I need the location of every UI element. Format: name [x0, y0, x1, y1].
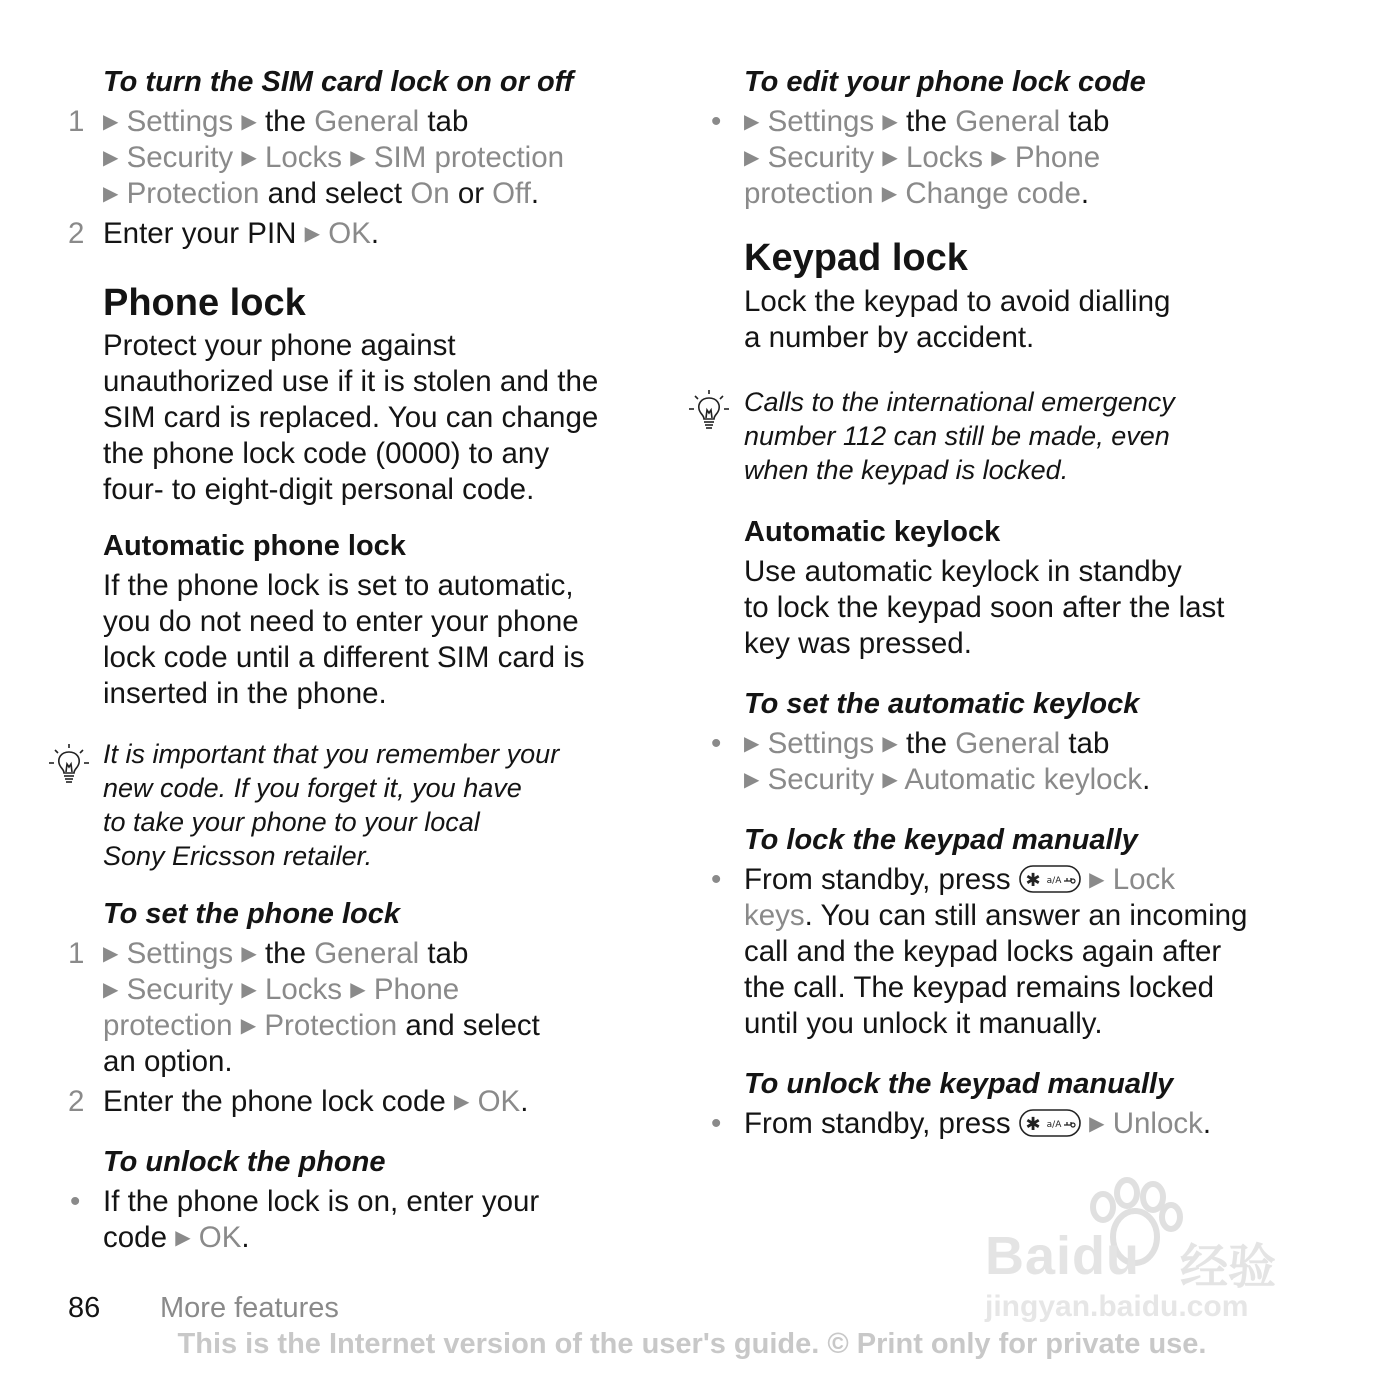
arrow-icon: ▶ — [241, 111, 257, 133]
arrow-icon: ▶ — [175, 1227, 191, 1249]
unlock-phone-title: To unlock the phone — [103, 1146, 386, 1178]
arrow-icon: ▶ — [744, 733, 760, 755]
tip-line: new code. If you forget it, you have — [103, 773, 522, 803]
svg-text:✱: ✱ — [1025, 1114, 1041, 1136]
menu-change-code: Change code — [905, 177, 1081, 210]
paragraph-line: you do not need to enter your phone — [103, 605, 579, 638]
arrow-icon: ▶ — [882, 147, 898, 169]
set-auto-keylock-line1: ▶ Settings ▶ the General tab — [744, 727, 1110, 760]
paragraph-line: Use automatic keylock in standby — [744, 555, 1182, 588]
menu-general: General — [314, 105, 420, 138]
edit-code-title: To edit your phone lock code — [744, 66, 1146, 98]
paragraph-line: to lock the keypad soon after the last — [744, 591, 1225, 624]
footer-note: This is the Internet version of the user's guide. © Print only for private use. — [177, 1328, 1207, 1360]
softkey-lock-keys: Lock — [1112, 863, 1176, 896]
menu-protection: Protection — [264, 1009, 398, 1042]
set-phone-lock-step2: Enter the phone lock code ▶ OK. — [103, 1085, 529, 1118]
set-phone-lock-step1-line2 — [103, 972, 459, 1011]
menu-locks: Locks — [264, 141, 343, 174]
star-key-icon — [1019, 865, 1081, 893]
arrow-icon: ▶ — [240, 1015, 257, 1037]
menu-settings: Settings — [767, 105, 875, 138]
sim-lock-title: To turn the SIM card lock on or off — [103, 66, 574, 98]
arrow-icon: ▶ — [881, 183, 898, 205]
paragraph-line: call and the keypad locks again after — [744, 935, 1222, 968]
softkey-unlock: Unlock — [1112, 1107, 1203, 1140]
menu-sim-protection: SIM protection — [373, 141, 565, 174]
menu-settings: Settings — [126, 937, 234, 970]
bullet: • — [711, 863, 722, 896]
lightbulb-icon — [686, 388, 732, 434]
bullet: • — [70, 1185, 81, 1218]
option-on: On — [410, 177, 450, 210]
set-phone-lock-step1-line1: ▶ Settings ▶ the General tab — [103, 937, 469, 970]
auto-phone-lock-heading: Automatic phone lock — [103, 530, 406, 562]
softkey-ok: OK — [198, 1221, 242, 1254]
auto-keylock-heading: Automatic keylock — [744, 516, 1001, 548]
paragraph-line: Protect your phone against — [103, 329, 456, 362]
arrow-icon: ▶ — [744, 769, 760, 791]
lock-manually-line2: keys. You can still answer an incoming — [744, 899, 1248, 932]
bullet: • — [711, 1107, 722, 1140]
sim-lock-step1-line1: ▶ Settings ▶ the General tab — [103, 105, 469, 138]
watermark-brand: Baidu — [985, 1226, 1141, 1286]
softkey-ok: OK — [328, 217, 371, 250]
star-key-icon — [1019, 1109, 1081, 1137]
paragraph-line: lock code until a different SIM card is — [103, 641, 585, 674]
section-name: More features — [160, 1292, 339, 1324]
unlock-manually-line1: From standby, press ✱ a/A ▶ Unlock. — [744, 1107, 1212, 1140]
arrow-icon: ▶ — [1089, 1113, 1105, 1135]
arrow-icon: ▶ — [103, 111, 119, 133]
menu-protection: Protection — [126, 177, 260, 210]
set-auto-keylock-title: To set the automatic keylock — [744, 688, 1140, 720]
set-auto-keylock-line2: ▶ Security ▶ Automatic keylock. — [744, 763, 1151, 796]
menu-settings: Settings — [767, 727, 875, 760]
set-phone-lock-step1-line4: an option. — [103, 1045, 233, 1078]
arrow-icon: ▶ — [882, 769, 898, 791]
keypad-lock-heading: Keypad lock — [744, 237, 968, 279]
svg-text:✱: ✱ — [1025, 870, 1041, 892]
paragraph-line: inserted in the phone. — [103, 677, 387, 710]
unlock-manually-title: To unlock the keypad manually — [744, 1068, 1174, 1100]
page-number: 86 — [68, 1292, 101, 1324]
bullet: • — [711, 727, 722, 760]
menu-security: Security — [126, 973, 234, 1006]
tip-line: Calls to the international emergency — [744, 387, 1175, 417]
softkey-ok: OK — [477, 1085, 521, 1118]
paragraph-line: key was pressed. — [744, 627, 972, 660]
paragraph-line: the call. The keypad remains locked — [744, 971, 1215, 1004]
step-number: 1 — [68, 937, 85, 970]
arrow-icon: ▶ — [453, 1091, 470, 1113]
menu-settings: Settings — [126, 105, 234, 138]
arrow-icon: ▶ — [882, 733, 898, 755]
tip-line: to take your phone to your local — [103, 807, 480, 837]
lock-manually-title: To lock the keypad manually — [744, 824, 1138, 856]
svg-text:a/A: a/A — [1046, 876, 1062, 887]
edit-code-line1: ▶ Settings ▶ the General tab — [744, 105, 1110, 138]
set-phone-lock-title: To set the phone lock — [103, 898, 401, 930]
menu-security: Security — [126, 141, 234, 174]
bullet: • — [711, 105, 722, 138]
arrow-icon: ▶ — [350, 979, 366, 1001]
lock-manually-line1: From standby, press ✱ a/A ▶ Lock — [744, 863, 1176, 896]
set-phone-lock-step1-line3: protection ▶ Protection and select — [103, 1009, 540, 1042]
tip-line: Sony Ericsson retailer. — [103, 841, 373, 871]
paragraph-line: Lock the keypad to avoid dialling — [744, 285, 1171, 318]
menu-phone-protection: Phone — [373, 973, 460, 1006]
menu-phone-protection: Phone — [1014, 141, 1101, 174]
sim-lock-step2: Enter your PIN ▶ OK. — [103, 217, 380, 250]
menu-general: General — [955, 727, 1061, 760]
arrow-icon: ▶ — [103, 979, 119, 1001]
paragraph-line: until you unlock it manually. — [744, 1007, 1103, 1040]
arrow-icon: ▶ — [241, 979, 257, 1001]
paragraph-line: SIM card is replaced. You can change — [103, 401, 599, 434]
tip-line: It is important that you remember your — [103, 739, 560, 769]
arrow-icon: ▶ — [241, 943, 257, 965]
watermark-url: jingyan.baidu.com — [985, 1290, 1249, 1323]
edit-code-line2 — [744, 140, 1100, 179]
unlock-phone-line2: code ▶ OK. — [103, 1221, 250, 1254]
watermark-brand-cn: 经验 — [1180, 1241, 1277, 1294]
menu-locks: Locks — [264, 973, 343, 1006]
menu-security: Security — [767, 141, 875, 174]
svg-text:a/A: a/A — [1046, 1120, 1062, 1131]
tip-line: number 112 can still be made, even — [744, 421, 1170, 451]
option-off: Off — [492, 177, 531, 210]
menu-general: General — [955, 105, 1061, 138]
arrow-icon: ▶ — [744, 147, 760, 169]
tip-line: when the keypad is locked. — [744, 455, 1069, 485]
menu-security: Security — [767, 763, 875, 796]
menu-general: General — [314, 937, 420, 970]
menu-automatic-keylock: Automatic keylock — [904, 763, 1143, 796]
arrow-icon: ▶ — [103, 943, 119, 965]
step-number: 1 — [68, 105, 85, 138]
edit-code-line3: protection ▶ Change code. — [744, 177, 1090, 210]
arrow-icon: ▶ — [103, 147, 119, 169]
step-number: 2 — [68, 217, 85, 250]
menu-locks: Locks — [905, 141, 984, 174]
paragraph-line: four- to eight-digit personal code. — [103, 473, 535, 506]
arrow-icon: ▶ — [1089, 869, 1105, 891]
sim-lock-step1-line3: ▶ Protection and select On or Off. — [103, 177, 540, 210]
unlock-phone-line1: If the phone lock is on, enter your — [103, 1185, 540, 1218]
arrow-icon: ▶ — [991, 147, 1007, 169]
arrow-icon: ▶ — [350, 147, 366, 169]
paragraph-line: a number by accident. — [744, 321, 1035, 354]
arrow-icon: ▶ — [744, 111, 760, 133]
paragraph-line: the phone lock code (0000) to any — [103, 437, 550, 470]
paragraph-line: unauthorized use if it is stolen and the — [103, 365, 599, 398]
arrow-icon: ▶ — [241, 147, 257, 169]
step-number: 2 — [68, 1085, 85, 1118]
arrow-icon: ▶ — [304, 223, 321, 245]
lightbulb-icon — [46, 742, 92, 788]
sim-lock-step1-line2 — [103, 140, 564, 179]
arrow-icon: ▶ — [882, 111, 898, 133]
arrow-icon: ▶ — [103, 183, 119, 205]
phone-lock-heading: Phone lock — [103, 282, 306, 324]
paragraph-line: If the phone lock is set to automatic, — [103, 569, 574, 602]
